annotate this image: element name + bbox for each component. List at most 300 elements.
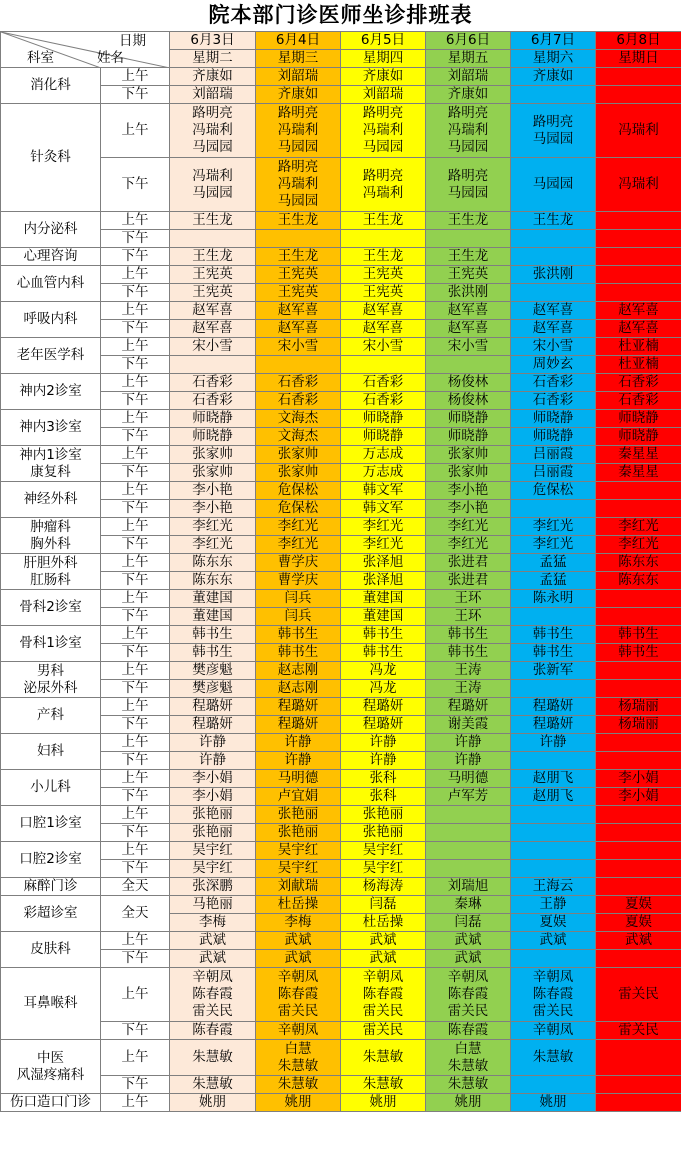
- schedule-table: [0, 31, 681, 1112]
- department-cell: 麻醉门诊: [1, 878, 101, 896]
- doctor-cell: [426, 230, 511, 248]
- doctor-cell: 石香彩: [256, 392, 341, 410]
- doctor-cell: 程璐妍: [341, 716, 426, 734]
- period-cell: 上午: [101, 770, 170, 788]
- doctor-cell: 吴宇红: [256, 842, 341, 860]
- doctor-cell: 陈东东: [596, 572, 681, 590]
- doctor-cell: 许静: [170, 752, 256, 770]
- doctor-cell: 王生龙: [256, 212, 341, 230]
- doctor-cell: 王宪英: [170, 266, 256, 284]
- doctor-cell: 赵军喜: [426, 320, 511, 338]
- doctor-cell: 张家帅: [426, 464, 511, 482]
- doctor-cell: 朱慧敏: [256, 1076, 341, 1094]
- doctor-cell: 李红光: [341, 536, 426, 554]
- department-cell: 产科: [1, 698, 101, 734]
- doctor-cell: 张新军: [511, 662, 596, 680]
- period-cell: 下午: [101, 1022, 170, 1040]
- schedule-row: [1, 608, 681, 626]
- doctor-cell: [596, 590, 681, 608]
- doctor-cell: 马艳丽: [170, 896, 256, 914]
- doctor-cell: 师晓静: [341, 410, 426, 428]
- doctor-cell: 朱慧敏: [341, 1040, 426, 1076]
- doctor-cell: 张家帅: [170, 446, 256, 464]
- doctor-cell: 师晓静: [511, 428, 596, 446]
- department-cell: 老年医学科: [1, 338, 101, 374]
- doctor-cell: 齐康如: [170, 68, 256, 86]
- schedule-row: [1, 806, 681, 824]
- doctor-cell: 李梅: [256, 914, 341, 932]
- doctor-cell: 辛朝凤 陈春霞 雷关民: [170, 968, 256, 1022]
- doctor-cell: 卢宜娟: [256, 788, 341, 806]
- period-cell: 下午: [101, 536, 170, 554]
- doctor-cell: 辛朝凤: [256, 1022, 341, 1040]
- doctor-cell: 石香彩: [511, 374, 596, 392]
- doctor-cell: 闫兵: [256, 608, 341, 626]
- weekday-col-3: 星期四: [341, 50, 426, 68]
- doctor-cell: [596, 68, 681, 86]
- doctor-cell: 辛朝凤 陈春霞 雷关民: [341, 968, 426, 1022]
- doctor-cell: 武斌: [256, 950, 341, 968]
- department-cell: 消化科: [1, 68, 101, 104]
- doctor-cell: [596, 1094, 681, 1112]
- doctor-cell: 许静: [511, 734, 596, 752]
- schedule-row: [1, 320, 681, 338]
- schedule-row: [1, 248, 681, 266]
- doctor-cell: 秦琳: [426, 896, 511, 914]
- schedule-row: [1, 950, 681, 968]
- schedule-row: [1, 968, 681, 1022]
- doctor-cell: 张科: [341, 770, 426, 788]
- doctor-cell: 韩书生: [170, 626, 256, 644]
- department-cell: 心理咨询: [1, 248, 101, 266]
- schedule-row: [1, 392, 681, 410]
- doctor-cell: 宋小雪: [511, 338, 596, 356]
- doctor-cell: [596, 824, 681, 842]
- doctor-cell: 张深鹏: [170, 878, 256, 896]
- date-col-5: 6月7日: [511, 32, 596, 50]
- date-col-2: 6月4日: [256, 32, 341, 50]
- department-cell: 呼吸内科: [1, 302, 101, 338]
- department-cell: 神内3诊室: [1, 410, 101, 446]
- doctor-cell: 张泽旭: [341, 554, 426, 572]
- doctor-cell: 危保松: [256, 482, 341, 500]
- doctor-cell: 韩文军: [341, 500, 426, 518]
- doctor-cell: 程璐妍: [511, 698, 596, 716]
- doctor-cell: 李红光: [256, 536, 341, 554]
- doctor-cell: 武斌: [341, 932, 426, 950]
- doctor-cell: [511, 842, 596, 860]
- doctor-cell: 李红光: [511, 536, 596, 554]
- doctor-cell: 李小娟: [596, 788, 681, 806]
- doctor-cell: 赵军喜: [596, 320, 681, 338]
- period-cell: 下午: [101, 824, 170, 842]
- date-col-6: 6月8日: [596, 32, 681, 50]
- period-cell: 下午: [101, 320, 170, 338]
- doctor-cell: 朱慧敏: [170, 1076, 256, 1094]
- doctor-cell: 王涛: [426, 662, 511, 680]
- department-cell: 神内2诊室: [1, 374, 101, 410]
- schedule-row: [1, 662, 681, 680]
- doctor-cell: 许静: [341, 752, 426, 770]
- doctor-cell: 路明亮 冯瑞利 马园园: [426, 104, 511, 158]
- doctor-cell: 董建国: [341, 608, 426, 626]
- doctor-cell: 韩书生: [426, 626, 511, 644]
- period-cell: 下午: [101, 356, 170, 374]
- doctor-cell: 闫磊: [341, 896, 426, 914]
- period-cell: 下午: [101, 788, 170, 806]
- doctor-cell: 师晓静: [341, 428, 426, 446]
- period-cell: 上午: [101, 734, 170, 752]
- doctor-cell: 危保松: [511, 482, 596, 500]
- doctor-cell: 刘韶瑞: [341, 86, 426, 104]
- doctor-cell: 石香彩: [511, 392, 596, 410]
- schedule-row: [1, 500, 681, 518]
- period-cell: 上午: [101, 212, 170, 230]
- period-cell: 下午: [101, 284, 170, 302]
- dept-label: 科室: [27, 50, 54, 66]
- department-cell: 心血管内科: [1, 266, 101, 302]
- doctor-cell: 赵军喜: [341, 320, 426, 338]
- doctor-cell: 武斌: [426, 932, 511, 950]
- doctor-cell: 万志成: [341, 464, 426, 482]
- period-cell: 上午: [101, 104, 170, 158]
- doctor-cell: [256, 356, 341, 374]
- doctor-cell: 李红光: [341, 518, 426, 536]
- doctor-cell: 韩书生: [170, 644, 256, 662]
- department-cell: 口腔1诊室: [1, 806, 101, 842]
- doctor-cell: 陈东东: [596, 554, 681, 572]
- doctor-cell: [596, 950, 681, 968]
- doctor-cell: 杜岳操: [341, 914, 426, 932]
- doctor-cell: 樊彦魁: [170, 662, 256, 680]
- doctor-cell: 王宪英: [341, 284, 426, 302]
- doctor-cell: 韩书生: [426, 644, 511, 662]
- doctor-cell: 宋小雪: [256, 338, 341, 356]
- period-cell: 上午: [101, 806, 170, 824]
- period-cell: 上午: [101, 338, 170, 356]
- doctor-cell: 杨瑞丽: [596, 716, 681, 734]
- doctor-cell: [596, 1076, 681, 1094]
- doctor-cell: 樊彦魁: [170, 680, 256, 698]
- doctor-cell: 王宪英: [170, 284, 256, 302]
- doctor-cell: 张家帅: [170, 464, 256, 482]
- period-cell: 下午: [101, 860, 170, 878]
- doctor-cell: 王涛: [426, 680, 511, 698]
- department-cell: 中医 风湿疼痛科: [1, 1040, 101, 1094]
- doctor-cell: [596, 284, 681, 302]
- period-cell: 下午: [101, 950, 170, 968]
- period-cell: 下午: [101, 680, 170, 698]
- doctor-cell: 王静: [511, 896, 596, 914]
- doctor-cell: 王生龙: [511, 212, 596, 230]
- schedule-body: [1, 68, 681, 1112]
- period-cell: 下午: [101, 86, 170, 104]
- doctor-cell: [596, 86, 681, 104]
- period-cell: 上午: [101, 518, 170, 536]
- doctor-cell: 张家帅: [256, 464, 341, 482]
- schedule-row: [1, 104, 681, 158]
- doctor-cell: 赵志刚: [256, 680, 341, 698]
- doctor-cell: 姚朋: [511, 1094, 596, 1112]
- doctor-cell: 闫磊: [426, 914, 511, 932]
- doctor-cell: 张泽旭: [341, 572, 426, 590]
- doctor-cell: 杨俊林: [426, 392, 511, 410]
- doctor-cell: [341, 356, 426, 374]
- doctor-cell: [170, 356, 256, 374]
- doctor-cell: 师晓静: [511, 410, 596, 428]
- schedule-row: [1, 212, 681, 230]
- schedule-row: [1, 230, 681, 248]
- schedule-row: [1, 446, 681, 464]
- doctor-cell: [596, 878, 681, 896]
- doctor-cell: [426, 842, 511, 860]
- doctor-cell: [511, 806, 596, 824]
- header-corner: [1, 32, 170, 68]
- doctor-cell: 文海杰: [256, 410, 341, 428]
- department-cell: 妇科: [1, 734, 101, 770]
- doctor-cell: 李红光: [426, 518, 511, 536]
- doctor-cell: 路明亮 马园园: [511, 104, 596, 158]
- doctor-cell: 张洪刚: [426, 284, 511, 302]
- doctor-cell: 冯瑞利: [596, 104, 681, 158]
- doctor-cell: 李红光: [596, 536, 681, 554]
- schedule-row: [1, 428, 681, 446]
- date-col-3: 6月5日: [341, 32, 426, 50]
- doctor-cell: 许静: [170, 734, 256, 752]
- doctor-cell: 马园园: [511, 158, 596, 212]
- schedule-row: [1, 464, 681, 482]
- doctor-cell: [596, 662, 681, 680]
- doctor-cell: 赵军喜: [170, 320, 256, 338]
- doctor-cell: 许静: [256, 734, 341, 752]
- doctor-cell: 张艳丽: [256, 806, 341, 824]
- doctor-cell: 陈东东: [170, 572, 256, 590]
- doctor-cell: 白慧 朱慧敏: [426, 1040, 511, 1076]
- doctor-cell: 王生龙: [170, 248, 256, 266]
- doctor-cell: 周妙玄: [511, 356, 596, 374]
- doctor-cell: 秦星星: [596, 446, 681, 464]
- doctor-cell: 张进君: [426, 554, 511, 572]
- doctor-cell: 刘韶瑞: [426, 68, 511, 86]
- doctor-cell: 张艳丽: [341, 824, 426, 842]
- doctor-cell: 师晓静: [170, 410, 256, 428]
- doctor-cell: 孟猛: [511, 572, 596, 590]
- doctor-cell: 韩书生: [596, 644, 681, 662]
- doctor-cell: 程璐妍: [170, 698, 256, 716]
- doctor-cell: 师晓静: [596, 428, 681, 446]
- department-cell: 针灸科: [1, 104, 101, 212]
- doctor-cell: 陈永明: [511, 590, 596, 608]
- period-cell: 下午: [101, 644, 170, 662]
- doctor-cell: 姚朋: [256, 1094, 341, 1112]
- doctor-cell: 张艳丽: [341, 806, 426, 824]
- doctor-cell: 雷关民: [596, 968, 681, 1022]
- doctor-cell: 程璐妍: [170, 716, 256, 734]
- doctor-cell: [170, 230, 256, 248]
- doctor-cell: 刘瑞旭: [426, 878, 511, 896]
- doctor-cell: 师晓静: [426, 428, 511, 446]
- doctor-cell: 齐康如: [256, 86, 341, 104]
- schedule-row: [1, 1094, 681, 1112]
- doctor-cell: [511, 500, 596, 518]
- schedule-row: [1, 590, 681, 608]
- doctor-cell: 李小艳: [426, 482, 511, 500]
- doctor-cell: 冯瑞利: [596, 158, 681, 212]
- doctor-cell: 赵军喜: [341, 302, 426, 320]
- doctor-cell: 文海杰: [256, 428, 341, 446]
- doctor-cell: 危保松: [256, 500, 341, 518]
- doctor-cell: 闫兵: [256, 590, 341, 608]
- doctor-cell: 韩书生: [256, 644, 341, 662]
- schedule-row: [1, 338, 681, 356]
- doctor-cell: 孟猛: [511, 554, 596, 572]
- doctor-cell: 许静: [426, 752, 511, 770]
- doctor-cell: 马明德: [426, 770, 511, 788]
- doctor-cell: 雷关民: [341, 1022, 426, 1040]
- doctor-cell: [511, 86, 596, 104]
- doctor-cell: 武斌: [341, 950, 426, 968]
- doctor-cell: 赵朋飞: [511, 770, 596, 788]
- doctor-cell: [511, 860, 596, 878]
- doctor-cell: 刘韶瑞: [256, 68, 341, 86]
- doctor-cell: [256, 230, 341, 248]
- doctor-cell: 李小娟: [596, 770, 681, 788]
- doctor-cell: 朱慧敏: [426, 1076, 511, 1094]
- doctor-cell: 杜亚楠: [596, 356, 681, 374]
- doctor-cell: 李小娟: [170, 788, 256, 806]
- schedule-row: [1, 86, 681, 104]
- doctor-cell: [511, 1076, 596, 1094]
- department-cell: 耳鼻喉科: [1, 968, 101, 1040]
- doctor-cell: [511, 284, 596, 302]
- date-col-4: 6月6日: [426, 32, 511, 50]
- schedule-row: [1, 482, 681, 500]
- doctor-cell: 王生龙: [426, 248, 511, 266]
- doctor-cell: 张洪刚: [511, 266, 596, 284]
- doctor-cell: 王生龙: [256, 248, 341, 266]
- doctor-cell: 赵军喜: [596, 302, 681, 320]
- period-cell: 上午: [101, 698, 170, 716]
- schedule-row: [1, 266, 681, 284]
- doctor-cell: 冯龙: [341, 662, 426, 680]
- doctor-cell: 杨海涛: [341, 878, 426, 896]
- doctor-cell: 韩书生: [511, 626, 596, 644]
- department-cell: 皮肤科: [1, 932, 101, 968]
- doctor-cell: 程璐妍: [256, 716, 341, 734]
- doctor-cell: 卢军芳: [426, 788, 511, 806]
- doctor-cell: 刘献瑞: [256, 878, 341, 896]
- doctor-cell: [511, 824, 596, 842]
- doctor-cell: [511, 230, 596, 248]
- department-cell: 骨科2诊室: [1, 590, 101, 626]
- doctor-cell: [596, 680, 681, 698]
- schedule-row: [1, 680, 681, 698]
- doctor-cell: 许静: [256, 752, 341, 770]
- doctor-cell: 韩书生: [596, 626, 681, 644]
- period-cell: 下午: [101, 608, 170, 626]
- doctor-cell: 韩文军: [341, 482, 426, 500]
- weekday-col-2: 星期三: [256, 50, 341, 68]
- schedule-row: [1, 536, 681, 554]
- schedule-row: [1, 716, 681, 734]
- doctor-cell: 陈春霞: [426, 1022, 511, 1040]
- doctor-cell: [596, 230, 681, 248]
- period-cell: 上午: [101, 842, 170, 860]
- doctor-cell: 师晓静: [170, 428, 256, 446]
- doctor-cell: 朱慧敏: [170, 1040, 256, 1076]
- schedule-row: [1, 572, 681, 590]
- doctor-cell: [511, 950, 596, 968]
- schedule-row: [1, 932, 681, 950]
- doctor-cell: 程璐妍: [341, 698, 426, 716]
- schedule-row: [1, 1076, 681, 1094]
- doctor-cell: 武斌: [511, 932, 596, 950]
- period-cell: 下午: [101, 716, 170, 734]
- period-cell: 下午: [101, 392, 170, 410]
- schedule-row: [1, 878, 681, 896]
- doctor-cell: 马明德: [256, 770, 341, 788]
- schedule-row: [1, 1022, 681, 1040]
- doctor-cell: 韩书生: [341, 626, 426, 644]
- doctor-cell: 李红光: [426, 536, 511, 554]
- doctor-cell: 辛朝凤: [511, 1022, 596, 1040]
- period-cell: 下午: [101, 230, 170, 248]
- schedule-row: [1, 302, 681, 320]
- department-cell: 口腔2诊室: [1, 842, 101, 878]
- doctor-cell: 赵朋飞: [511, 788, 596, 806]
- doctor-cell: 王生龙: [170, 212, 256, 230]
- doctor-cell: 武斌: [596, 932, 681, 950]
- period-cell: 上午: [101, 590, 170, 608]
- weekday-col-6: 星期日: [596, 50, 681, 68]
- doctor-cell: 韩书生: [341, 644, 426, 662]
- doctor-cell: 石香彩: [596, 392, 681, 410]
- doctor-cell: 辛朝凤 陈春霞 雷关民: [511, 968, 596, 1022]
- doctor-cell: 夏娱: [596, 896, 681, 914]
- doctor-cell: 张家帅: [256, 446, 341, 464]
- doctor-cell: 石香彩: [596, 374, 681, 392]
- doctor-cell: 李小艳: [170, 482, 256, 500]
- doctor-cell: [511, 680, 596, 698]
- doctor-cell: 李小艳: [170, 500, 256, 518]
- period-cell: 下午: [101, 248, 170, 266]
- doctor-cell: 李红光: [596, 518, 681, 536]
- doctor-cell: 师晓静: [596, 410, 681, 428]
- department-cell: 肝胆外科 肛肠科: [1, 554, 101, 590]
- doctor-cell: 王宪英: [426, 266, 511, 284]
- doctor-cell: 许静: [426, 734, 511, 752]
- period-cell: 上午: [101, 410, 170, 428]
- doctor-cell: 张艳丽: [170, 806, 256, 824]
- doctor-cell: [596, 860, 681, 878]
- doctor-cell: 陈东东: [170, 554, 256, 572]
- doctor-cell: 李小娟: [170, 770, 256, 788]
- doctor-cell: 赵志刚: [256, 662, 341, 680]
- doctor-cell: 石香彩: [256, 374, 341, 392]
- doctor-cell: 白慧 朱慧敏: [256, 1040, 341, 1076]
- doctor-cell: 吴宇红: [170, 860, 256, 878]
- period-cell: 上午: [101, 662, 170, 680]
- period-cell: 上午: [101, 446, 170, 464]
- doctor-cell: 李红光: [170, 536, 256, 554]
- department-cell: 彩超诊室: [1, 896, 101, 932]
- department-cell: 伤口造口门诊: [1, 1094, 101, 1112]
- doctor-cell: 王生龙: [341, 248, 426, 266]
- weekday-col-4: 星期五: [426, 50, 511, 68]
- doctor-cell: [596, 1040, 681, 1076]
- period-cell: 上午: [101, 626, 170, 644]
- doctor-cell: 万志成: [341, 446, 426, 464]
